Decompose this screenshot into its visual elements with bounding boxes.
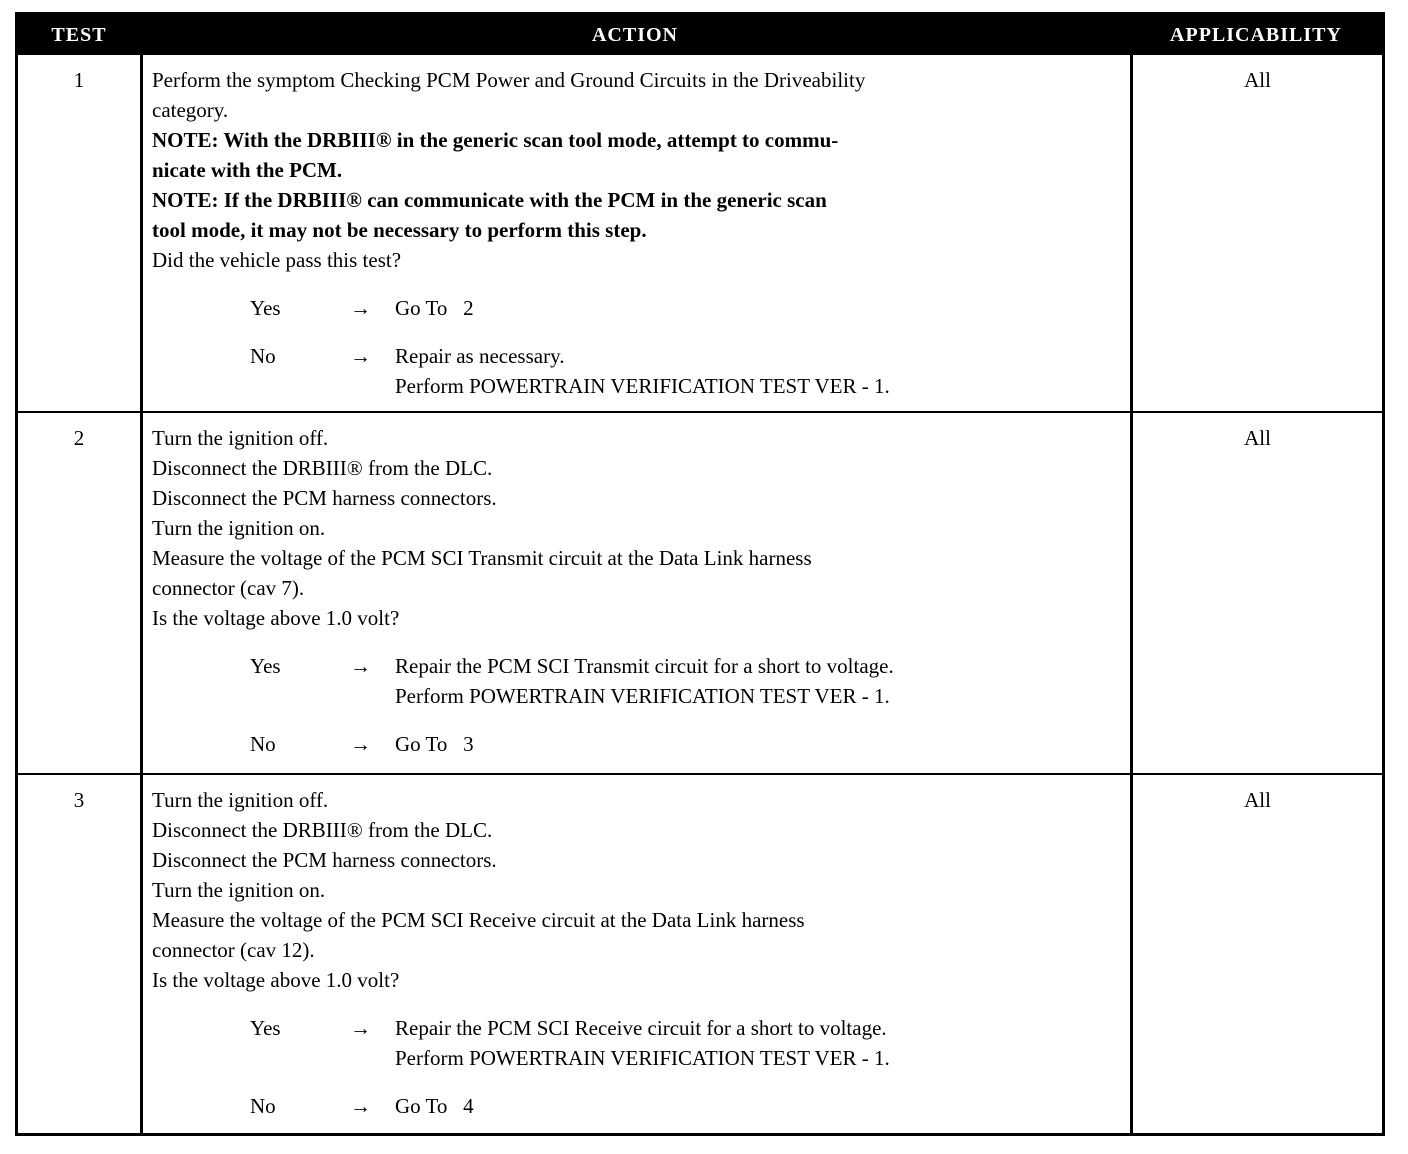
test-number: 2	[18, 413, 143, 773]
test-number: 1	[18, 55, 143, 411]
table-row	[18, 411, 1382, 773]
action-line: Turn the ignition on.	[152, 516, 326, 540]
result-line: Repair the PCM SCI Transmit circuit for a short to voltage.	[395, 654, 894, 678]
note-line: tool mode, it may not be necessary to perform this step.	[152, 218, 647, 242]
result-text	[395, 341, 890, 401]
action-cell	[143, 413, 1133, 773]
result-answer: No	[250, 344, 276, 368]
result-line: Go To 3	[395, 732, 474, 756]
result-text	[395, 729, 474, 759]
table-body	[18, 55, 1382, 1133]
result-no	[152, 341, 1122, 401]
action-line: connector (cav 7).	[152, 576, 305, 600]
result-no	[152, 1091, 1122, 1121]
header-applicability: APPLICABILITY	[1170, 23, 1342, 46]
header-action: ACTION	[591, 23, 678, 46]
action-line: Disconnect the PCM harness connectors.	[152, 486, 497, 510]
action-line: Measure the voltage of the PCM SCI Transmit circuit at the Data Link harness	[152, 546, 812, 570]
table-header	[18, 15, 1382, 55]
result-answer: No	[250, 732, 276, 756]
result-text	[395, 651, 894, 711]
action-line: Did the vehicle pass this test?	[152, 248, 402, 272]
action-line: category.	[152, 98, 229, 122]
applicability: All	[1244, 68, 1271, 92]
result-yes	[152, 293, 1122, 323]
action-line: Disconnect the DRBIII® from the DLC.	[152, 456, 493, 480]
result-text	[395, 293, 474, 323]
result-answer: Yes	[250, 654, 281, 678]
result-yes	[152, 651, 1122, 711]
result-answer: Yes	[250, 1016, 281, 1040]
result-yes	[152, 1013, 1122, 1073]
note-line: NOTE: With the DRBIII® in the generic scan tool mode, attempt to commu-	[152, 128, 839, 152]
note-line: nicate with the PCM.	[152, 158, 343, 182]
result-text	[395, 1013, 890, 1073]
diagnostic-test-table	[15, 12, 1385, 1136]
action-line: Is the voltage above 1.0 volt?	[152, 606, 400, 630]
action-line: Perform the symptom Checking PCM Power and Ground Circuits in the Driveability	[152, 68, 866, 92]
table-row	[18, 773, 1382, 1133]
result-answer: Yes	[250, 296, 281, 320]
action-line: Turn the ignition off.	[152, 788, 329, 812]
result-line: Perform POWERTRAIN VERIFICATION TEST VER - 1.	[395, 1046, 890, 1070]
result-line: Go To 4	[395, 1094, 474, 1118]
arrow-icon: →	[350, 732, 371, 756]
arrow-icon: →	[350, 1016, 371, 1040]
applicability: All	[1244, 788, 1271, 812]
applicability: All	[1244, 426, 1271, 450]
arrow-icon: →	[350, 654, 371, 678]
table-row	[18, 55, 1382, 411]
action-line: Turn the ignition off.	[152, 426, 329, 450]
result-line: Perform POWERTRAIN VERIFICATION TEST VER - 1.	[395, 374, 890, 398]
action-line: Is the voltage above 1.0 volt?	[152, 968, 400, 992]
test-number: 3	[18, 775, 143, 1133]
action-line: Disconnect the DRBIII® from the DLC.	[152, 818, 493, 842]
header-test: TEST	[51, 23, 107, 46]
action-line: Measure the voltage of the PCM SCI Receive circuit at the Data Link harness	[152, 908, 805, 932]
result-line: Repair as necessary.	[395, 344, 565, 368]
action-line: Turn the ignition on.	[152, 878, 326, 902]
arrow-icon: →	[350, 1094, 371, 1118]
result-no	[152, 729, 1122, 759]
arrow-icon: →	[350, 344, 371, 368]
result-text	[395, 1091, 474, 1121]
note-line: NOTE: If the DRBIII® can communicate with the PCM in the generic scan	[152, 188, 827, 212]
action-cell	[143, 775, 1133, 1133]
action-line: Disconnect the PCM harness connectors.	[152, 848, 497, 872]
result-answer: No	[250, 1094, 276, 1118]
result-line: Go To 2	[395, 296, 474, 320]
result-line: Repair the PCM SCI Receive circuit for a short to voltage.	[395, 1016, 887, 1040]
action-cell	[143, 55, 1133, 411]
result-line: Perform POWERTRAIN VERIFICATION TEST VER - 1.	[395, 684, 890, 708]
action-line: connector (cav 12).	[152, 938, 315, 962]
arrow-icon: →	[350, 296, 371, 320]
